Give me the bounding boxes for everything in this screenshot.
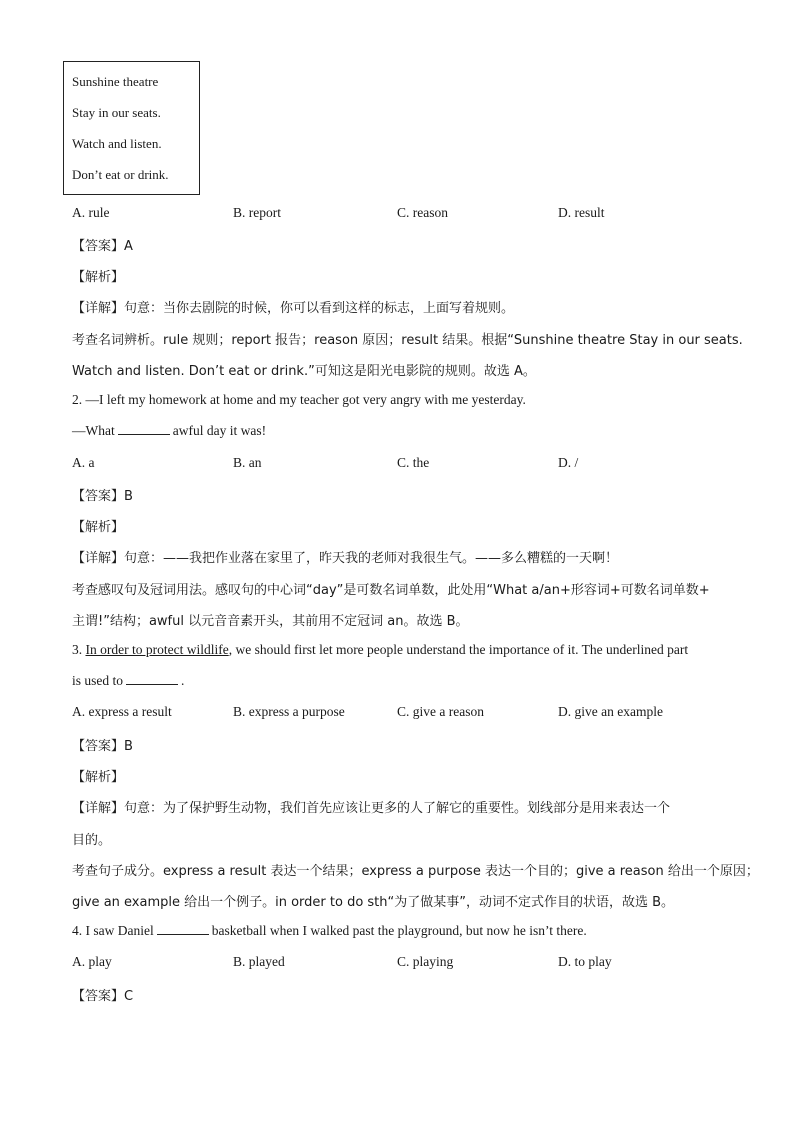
sign-line: Stay in our seats. [72,105,161,120]
q2-stem-prefix: —What [72,423,115,438]
q1-option-a: A. rule [72,205,110,220]
theatre-sign-box [63,61,200,195]
q3-explanation-2: give an example 给出一个例子。in order to do sth“为了做某事”，动词不定式作目的状语，故选 B。 [72,895,675,910]
q1-explanation-2: Watch and listen. Don’t eat or drink.”可知这是阳光电影院的规则。故选 A。 [72,364,536,379]
q3-option-a: A. express a result [72,704,172,719]
q2-answer: 【答案】B [72,489,133,504]
q4-stem [72,923,587,939]
q3-blank [126,674,178,685]
q4-option-d: D. to play [558,954,612,969]
q2-explanation-1: 考查感叹句及冠词用法。感叹句的中心词“day”是可数名词单数，此处用“What a/an+形容词+可数名词单数+ [72,583,710,598]
q2-stem-line-1: 2. —I left my homework at home and my teacher got very angry with me yesterday. [72,392,526,407]
q3-answer: 【答案】B [72,739,133,754]
q4-option-a: A. play [72,954,112,969]
q1-answer: 【答案】A [72,239,133,254]
q4-stem-prefix: 4. I saw Daniel [72,923,154,938]
q1-option-c: C. reason [397,205,448,220]
q2-option-b: B. an [233,455,262,470]
q1-explanation-1: 考查名词辨析。rule 规则；report 报告；reason 原因；result 结果。根据“Sunshine theatre Stay in our seats. [72,333,743,348]
q2-detail: 【详解】句意：——我把作业落在家里了，昨天我的老师对我很生气。——多么糟糕的一天啊！ [72,551,619,566]
q1-analysis-label: 【解析】 [72,270,125,285]
q3-stem-prefix: is used to [72,673,124,688]
q3-option-b: B. express a purpose [233,704,345,719]
q3-stem-rest: , we should first let more people understand the importance of it. The underlined part [228,642,689,657]
q3-detail-2: 目的。 [72,833,112,848]
q2-option-d: D. / [558,455,579,470]
q1-detail: 【详解】句意：当你去剧院的时候，你可以看到这样的标志，上面写着规则。 [72,301,515,316]
q3-option-c: C. give a reason [397,704,484,719]
q1-option-b: B. report [233,205,281,220]
q3-stem-line-2 [72,673,184,689]
q4-stem-suffix: basketball when I walked past the playground, but now he isn’t there. [211,923,587,938]
q3-analysis-label: 【解析】 [72,770,125,785]
q1-option-d: D. result [558,205,605,220]
q4-answer: 【答案】C [72,989,134,1004]
q2-stem-line-2 [72,423,266,439]
q3-stem-suffix: . [181,673,185,688]
q2-option-c: C. the [397,455,430,470]
q2-analysis-label: 【解析】 [72,520,125,535]
sign-line: Watch and listen. [72,136,162,151]
q3-explanation-1: 考查句子成分。express a result 表达一个结果；express a purpose 表达一个目的；give a reason 给出一个原因； [72,864,759,879]
q4-blank [157,924,209,935]
q3-stem-line-1 [72,642,688,658]
q3-number: 3. [72,642,83,657]
q2-option-a: A. a [72,455,95,470]
sign-line: Don’t eat or drink. [72,167,169,182]
q3-underlined-part: In order to protect wildlife [85,642,229,657]
q2-stem-suffix: awful day it was! [172,423,267,438]
q2-blank [118,424,170,435]
q3-detail-1: 【详解】句意：为了保护野生动物，我们首先应该让更多的人了解它的重要性。划线部分是用来表达一个 [72,801,671,816]
q4-option-c: C. playing [397,954,454,969]
q3-option-d: D. give an example [558,704,663,719]
q4-option-b: B. played [233,954,285,969]
q2-explanation-2: 主谓!”结构；awful 以元音音素开头，其前用不定冠词 an。故选 B。 [72,614,469,629]
sign-line: Sunshine theatre [72,74,159,89]
